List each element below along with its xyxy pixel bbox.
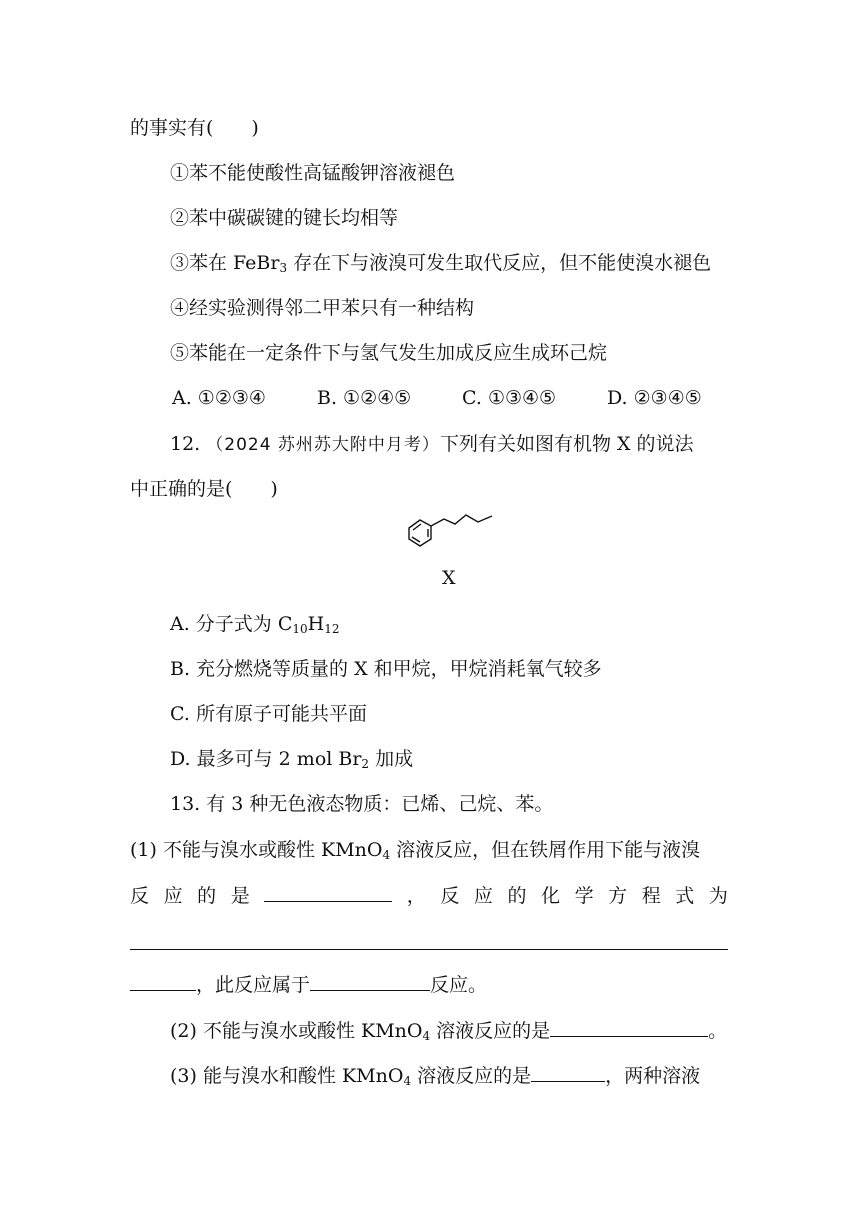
q13-part1-line4-a: ，此反应属于: [196, 974, 311, 996]
answer-blank-2[interactable]: [130, 972, 196, 991]
char: 反: [130, 885, 150, 907]
q11-option-d: D. ②③④⑤: [607, 387, 702, 409]
char: 的: [197, 885, 217, 907]
q11-option-c: C. ①③④⑤: [462, 387, 557, 409]
q11-item-2: ②苯中碳碳键的键长均相等: [170, 207, 399, 229]
comma: ，: [406, 885, 426, 907]
q13-part2-a: (2) 不能与溴水或酸性 KMnO: [170, 1020, 423, 1042]
butylbenzene-structure: [400, 506, 500, 554]
continuation-line: 的事实有( ): [130, 117, 259, 139]
char: 应: [473, 885, 493, 907]
char: 方: [608, 885, 628, 907]
char: 是: [230, 885, 250, 907]
answer-blank-3[interactable]: [310, 972, 430, 991]
q11-option-b: B. ①②④⑤: [317, 387, 412, 409]
q13-part1-b: 溶液反应，但在铁屑作用下能与液溴: [390, 839, 701, 861]
q12-source: （2024 苏州苏大附中月考）: [206, 435, 440, 455]
q12-option-d: [170, 747, 413, 771]
q11-item-3-sub: 3: [279, 261, 288, 275]
figure-label: X: [442, 567, 456, 589]
q13-part3-sub: 4: [403, 1074, 412, 1088]
butyl-chain: [431, 515, 492, 526]
q13-part2: [170, 1018, 727, 1043]
q12-stem-line-1: [170, 432, 694, 457]
q11-item-4: ④经实验测得邻二甲苯只有一种结构: [170, 297, 475, 319]
q13-part1-line2: [130, 883, 728, 908]
answer-blank-1[interactable]: [264, 883, 392, 902]
q12-option-d-text: D. 最多可与 2 mol Br: [170, 748, 362, 770]
char: 学: [574, 885, 594, 907]
q12-option-d-sub: 2: [361, 757, 370, 771]
q13-part1-line1: [130, 838, 700, 862]
q13-part2-end: 。: [708, 1020, 728, 1042]
q12-option-a-sub1: 10: [292, 622, 308, 636]
q13-part1-a: (1) 不能与溴水或酸性 KMnO: [130, 839, 383, 861]
q12-option-a-text: A. 分子式为 C: [170, 613, 293, 635]
q13-part3-a: (3) 能与溴水和酸性 KMnO: [170, 1065, 404, 1087]
q13-part2-b: 溶液反应的是: [430, 1020, 551, 1042]
q12-option-a-mid: H: [307, 613, 325, 635]
q13-part2-sub: 4: [422, 1029, 431, 1043]
q12-stem-a: 下列有关如图有机物 X 的说法: [439, 433, 694, 455]
q12-stem-line-2: 中正确的是( ): [130, 478, 278, 500]
char: 应: [163, 885, 183, 907]
q13-part3-c: ，两种溶液: [605, 1065, 701, 1087]
q13-stem: 13. 有 3 种无色液态物质：已烯、己烷、苯。: [170, 793, 554, 815]
q12-option-d-post: 加成: [369, 748, 414, 770]
char: 的: [507, 885, 527, 907]
q11-item-3: [170, 251, 711, 275]
char: 式: [675, 885, 695, 907]
q13-part1-line4-b: 反应。: [430, 974, 488, 996]
q12-number: 12.: [170, 433, 201, 455]
q12-option-b: B. 充分燃烧等质量的 X 和甲烷，甲烷消耗氧气较多: [170, 658, 602, 680]
char: 反: [440, 885, 460, 907]
q12-option-a: [170, 612, 340, 636]
q11-item-3-b: 存在下与液溴可发生取代反应，但不能使溴水褪色: [287, 252, 712, 274]
char: 为: [708, 885, 728, 907]
q13-part1-line4: [130, 972, 487, 997]
answer-blank-5[interactable]: [531, 1063, 605, 1082]
char: 程: [641, 885, 661, 907]
q11-item-5: ⑤苯能在一定条件下与氢气发生加成反应生成环己烷: [170, 342, 608, 364]
q13-part3: [170, 1063, 700, 1088]
char: 化: [541, 885, 561, 907]
answer-blank-4[interactable]: [550, 1018, 708, 1037]
q13-part3-b: 溶液反应的是: [411, 1065, 532, 1087]
q13-part1-sub: 4: [382, 848, 391, 862]
q11-item-3-a: ③苯在 FeBr: [170, 252, 280, 274]
q12-option-c: C. 所有原子可能共平面: [170, 703, 367, 725]
answer-blank-equation[interactable]: [130, 949, 728, 950]
q11-item-1: ①苯不能使酸性高锰酸钾溶液褪色: [170, 162, 456, 184]
q11-option-a: A. ①②③④: [172, 387, 266, 409]
q12-option-a-sub2: 12: [324, 622, 340, 636]
